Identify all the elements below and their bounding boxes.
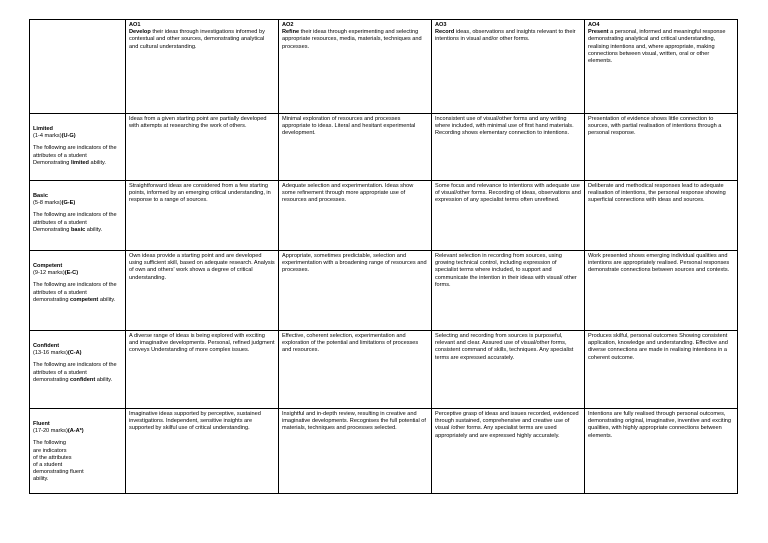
- rubric-cell-ao2: Effective, coherent selection, experimentation and exploration of the potential and limitations of processes and resources.: [279, 331, 432, 409]
- ao-description: their ideas through investigations informed by contextual and other sources, demonstrating analytical and cultural understanding.: [129, 29, 265, 50]
- ao-lead: Develop: [129, 29, 151, 36]
- ao-lead: Record: [435, 29, 455, 36]
- level-row-basic: [30, 181, 738, 251]
- level-note-line: of a student: [33, 462, 63, 469]
- rubric-cell-ao3: Perceptive grasp of ideas and issues recorded, evidenced through sustained, comprehensive and creative use of visual /other forms. Any specialist terms are used appropriately and are expressed highly accurately.: [432, 409, 585, 494]
- level-name: Fluent: [33, 421, 50, 427]
- level-note-end: ability.: [98, 296, 116, 303]
- rubric-cell-ao4: Work presented shows emerging individual qualities and intentions are appropriately realised. Personal responses demonstrate connections between sources and contexts.: [585, 251, 738, 331]
- rubric-cell-ao4: Deliberate and methodical responses lead to adequate realisation of intentions, the personal response showing superficial connections with ideas and sources.: [585, 181, 738, 251]
- level-label-cell: [30, 114, 126, 181]
- level-label-cell: [30, 181, 126, 251]
- level-note: The following are indicators of the attributes of a student Demonstrating: [33, 212, 117, 233]
- level-note-line: demonstrating fluent: [33, 469, 84, 476]
- level-label-cell: [30, 331, 126, 409]
- level-row-competent: [30, 251, 738, 331]
- level-note-bold: competent: [70, 296, 99, 303]
- level-grade: (G-E): [61, 200, 76, 207]
- level-row-confident: [30, 331, 738, 409]
- level-name: Limited: [33, 126, 53, 132]
- rubric-cell-ao3: Inconsistent use of visual/other forms and any writing where included, with minimal use of first hand materials. Recording shows elementary connection to intentions.: [432, 114, 585, 181]
- rubric-cell-ao3: Some focus and relevance to intentions with adequate use of visual/other forms. Recording of ideas, observations and expression of any specialist terms often unrefined.: [432, 181, 585, 251]
- level-marks: (13-16 marks): [33, 350, 68, 357]
- level-note: The following are indicators of the attributes of a student demonstrating: [33, 362, 117, 383]
- level-note-end: ability.: [88, 159, 106, 166]
- level-marks: (1-4 marks): [33, 133, 62, 140]
- level-note-bold: limited: [70, 159, 89, 166]
- rubric-cell-ao1: Own ideas provide a starting point and are developed using sufficient skill, based on adequate research. Analysis of own and others' work shows a degree of critical understanding.: [126, 251, 279, 331]
- rubric-cell-ao1: Straightforward ideas are considered from a few starting points, informed by an emerging critical understanding, in response to a range of sources.: [126, 181, 279, 251]
- rubric-cell-ao1: A diverse range of ideas is being explored with exciting and imaginative developments. Personal, refined judgment conveys Understanding of more complex issues.: [126, 331, 279, 409]
- rubric-cell-ao2: Adequate selection and experimentation. Ideas show some refinement through more appropriate use of resources and processes.: [279, 181, 432, 251]
- rubric-cell-ao2: Appropriate, sometimes predictable, selection and experimentation with a broadening range of resources and processes.: [279, 251, 432, 331]
- level-row-limited: [30, 114, 738, 181]
- level-note: [33, 440, 122, 483]
- assessment-rubric-table: [29, 19, 738, 494]
- header-row: [30, 20, 738, 114]
- level-grade: (A-A*): [67, 428, 84, 435]
- level-marks: (17-20 marks): [33, 428, 68, 435]
- ao-description: their ideas through experimenting and selecting appropriate resources, media, materials, techniques and processes.: [282, 29, 422, 50]
- level-note-line: are indicators: [33, 447, 67, 454]
- level-grade: (E-C): [64, 270, 79, 277]
- ao-code: AO2: [282, 22, 294, 28]
- level-note-line: ability.: [33, 476, 49, 483]
- ao-description: a personal, informed and meaningful response demonstrating analytical and critical understanding, realising intentions and, where appropriate, making connections between visual, written, oral or other elements.: [588, 29, 726, 65]
- rubric-cell-ao4: Produces skilful, personal outcomes Showing consistent application, knowledge and understanding. Effective and diverse connections are made in realising intentions in a coherent outcome.: [585, 331, 738, 409]
- level-marks: (9-12 marks): [33, 270, 65, 277]
- level-note: The following are indicators of the attributes of a student Demonstrating: [33, 145, 117, 166]
- corner-cell: [30, 20, 126, 114]
- level-note-bold: basic: [70, 226, 86, 233]
- level-name: Competent: [33, 263, 63, 269]
- level-grade: (C-A): [67, 350, 82, 357]
- level-marks: (5-8 marks): [33, 200, 62, 207]
- rubric-cell-ao1: Imaginative ideas supported by perceptive, sustained investigations. Independent, sensitive insights are supported by skilful use of critical understanding.: [126, 409, 279, 494]
- rubric-cell-ao2: Insightful and in-depth review, resulting in creative and imaginative developments. Recognises the full potential of materials, techniques and processes selected.: [279, 409, 432, 494]
- rubric-cell-ao4: Presentation of evidence shows little connection to sources, with partial realisation of intentions through a personal response.: [585, 114, 738, 181]
- rubric-cell-ao3: Relevant selection in recording from sources, using growing technical control, including expression of specialist terms where included, to support and communicate the intention in their ideas with visual/ other forms.: [432, 251, 585, 331]
- level-name: Confident: [33, 343, 60, 349]
- ao4-header: [585, 20, 738, 114]
- rubric-cell-ao1: Ideas from a given starting point are partially developed with attempts at researching the work of others.: [126, 114, 279, 181]
- ao-code: AO3: [435, 22, 447, 28]
- ao-code: AO4: [588, 22, 600, 28]
- ao-code: AO1: [129, 22, 141, 28]
- level-note-line: The following: [33, 440, 66, 447]
- level-note: The following are indicators of the attributes of a student demonstrating: [33, 282, 117, 303]
- level-note-end: ability.: [95, 376, 113, 383]
- ao3-header: [432, 20, 585, 114]
- rubric-cell-ao4: Intentions are fully realised through personal outcomes, demonstrating original, imaginative, inventive and exciting qualities, with highly appropriate connections between elements.: [585, 409, 738, 494]
- ao-description: ideas, observations and insights relevant to their intentions in visual and/or other forms.: [435, 29, 576, 43]
- ao-lead: Refine: [282, 29, 300, 36]
- ao1-header: [126, 20, 279, 114]
- level-note-line: of the attributes: [33, 454, 72, 461]
- ao-lead: Present: [588, 29, 609, 36]
- level-label-cell: [30, 251, 126, 331]
- level-label-cell: [30, 409, 126, 494]
- ao2-header: [279, 20, 432, 114]
- rubric-cell-ao3: Selecting and recording from sources is purposeful, relevant and clear. Assured use of visual/other forms, consistent command of skills, techniques. Any specialist terms are expressed accurately.: [432, 331, 585, 409]
- level-note-end: ability.: [85, 226, 103, 233]
- level-name: Basic: [33, 193, 48, 199]
- level-note-bold: confident: [70, 376, 96, 383]
- rubric-cell-ao2: Minimal exploration of resources and processes appropriate to ideas. Literal and hesitant experimental development.: [279, 114, 432, 181]
- level-grade: (U-G): [61, 133, 76, 140]
- level-row-fluent: [30, 409, 738, 494]
